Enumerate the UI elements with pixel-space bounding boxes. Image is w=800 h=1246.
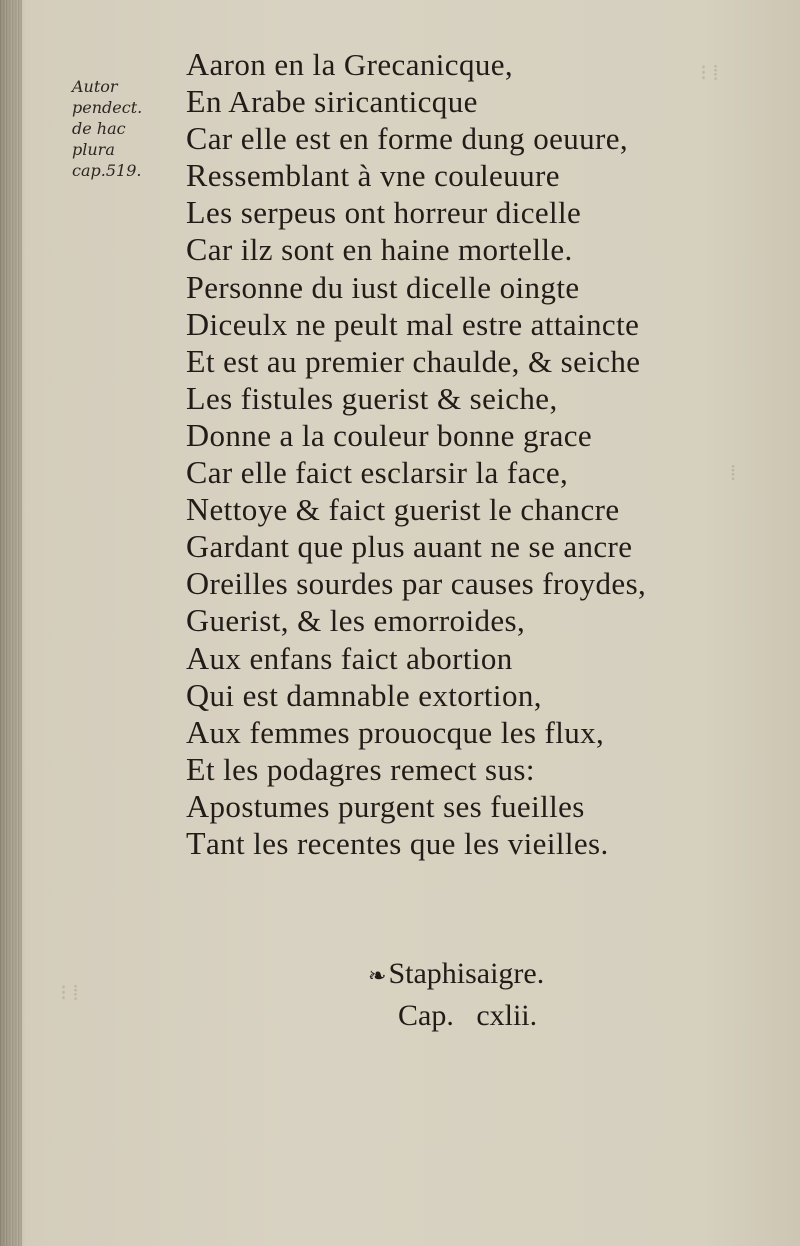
margin-note-line: Autor [72,77,118,96]
margin-note-line: de hac [72,119,126,138]
poem-line: Aux femmes prouocque les flux, [186,713,605,750]
fleuron-icon: ❧ [368,963,387,988]
poem-line: Oreilles sourdes par causes froydes, [186,565,647,602]
poem-line: Diceulx ne peult mal estre attaincte [186,305,640,342]
poem-line: Car elle faict esclarsir la face, [186,454,569,491]
margin-note-line: plura [72,140,115,159]
section-title-text: Staphisaigre. [388,957,545,990]
margin-note-line: cap.519. [72,161,142,180]
poem-line: Nettoye & faict guerist le chancre [186,491,620,528]
bleed-through-mark: ⁞ [730,460,737,485]
poem-line: Les serpeus ont horreur dicelle [186,194,582,231]
margin-note-line: pendect. [72,98,143,117]
poem-line: Donne a la couleur bonne grace [186,416,593,453]
poem-line: Car ilz sont en haine mortelle. [186,231,573,268]
bleed-through-mark: ⁝ ⁞ [60,980,79,1005]
poem-line: Les fistules guerist & seiche, [186,379,558,416]
poem-line: Gardant que plus auant ne se ancre [186,528,633,565]
poem-line: Car elle est en forme dung oeuure, [186,120,629,157]
poem-line: Aaron en la Grecanicque, [186,46,514,82]
margin-note [72,76,182,181]
poem-line: Tant les recentes que les vieilles. [186,824,609,861]
poem-line: Guerist, & les emorroides, [186,602,526,639]
poem-line: Qui est damnable extortion, [186,676,542,713]
poem-line: Ressemblant à vne couleuure [186,157,560,194]
poem-line: Aux enfans faict abortion [186,639,513,676]
poem-text [186,46,776,862]
section-title [368,955,544,995]
poem-line: Et les podagres remect sus: [186,750,535,787]
bleed-through-mark: ⁝ ⁞ [700,60,719,85]
chapter-number: Cap. cxlii. [398,999,538,1032]
poem-line: Apostumes purgent ses fueilles [186,787,585,824]
poem-line: En Arabe siricanticque [186,83,478,120]
book-spine-shadow [0,0,22,1246]
poem-line: Personne du iust dicelle oingte [186,268,580,305]
poem-line: Et est au premier chaulde, & seiche [186,342,641,379]
